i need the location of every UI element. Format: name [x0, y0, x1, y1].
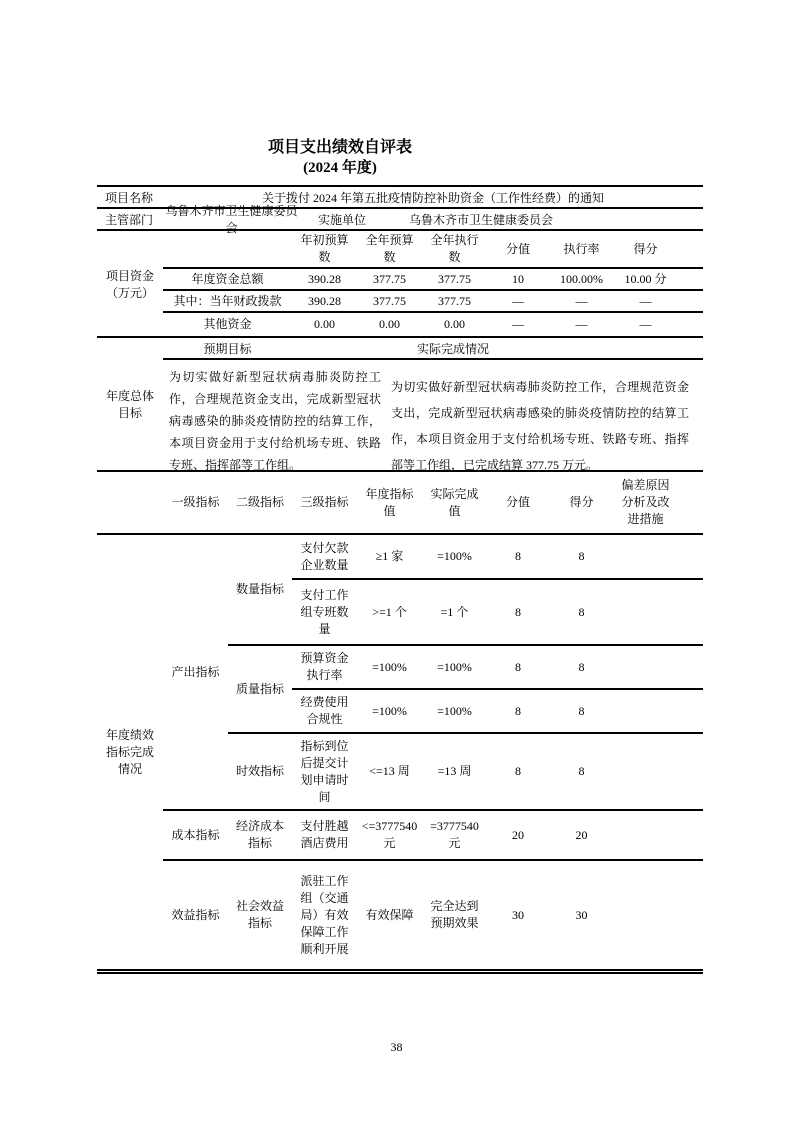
page-number: 38: [390, 1040, 403, 1054]
funding-cell: —: [575, 317, 588, 331]
funding-label-text: 项目资金（万元）: [105, 268, 154, 300]
project-name-label: 项目名称: [105, 190, 154, 205]
department-row-filler: [578, 209, 703, 229]
score: 8: [549, 535, 614, 580]
self-evaluation-table: [97, 185, 703, 974]
level3-indicator: 经费使用合规性: [292, 690, 357, 734]
funding-section: [97, 231, 703, 338]
level3-indicator: 支付胜越酒店费用: [292, 811, 357, 861]
level3-indicator: 指标到位后提交计划申请时间: [292, 734, 357, 811]
score: 30: [575, 907, 588, 922]
funding-label: [97, 231, 163, 336]
annual-target-value: <=13 周: [357, 734, 422, 811]
funding-row-fiscal: [163, 291, 703, 313]
deviation-cell: [614, 535, 703, 580]
score: 20: [549, 811, 614, 861]
annual-target-value: =100%: [357, 690, 422, 734]
level2-social-indicator: 社会效益指标: [235, 899, 284, 930]
funding-row-other: [163, 313, 703, 336]
funding-cell: 100.00%: [560, 271, 603, 286]
funding-cell: —: [575, 293, 588, 308]
funding-cell: 377.75: [373, 271, 406, 286]
actual-completion-text: 为切实做好新型冠状病毒肺炎防控工作，合理规范资金支出，完成新型冠状病毒感染的肺炎疫情防控的结算工作，本项目资金用于支付给机场专班、铁路专班、指挥部等工作组，已完成结算 377.75 万元。: [391, 380, 689, 472]
deviation-cell: [614, 646, 703, 690]
funding-cell: —: [639, 317, 652, 331]
level2-quality-indicator: 质量指标: [228, 646, 292, 734]
funding-cell: 377.75: [438, 271, 471, 286]
annual-target-header: 年度指标值: [365, 486, 414, 518]
indicator-section-label: 年度绩效指标完成情况: [105, 727, 154, 776]
funding-cell: 10.00 分: [624, 271, 667, 286]
funding-row-total: [163, 269, 703, 291]
funding-header-score: 得分: [633, 241, 658, 256]
annual-target-value: >=1 个: [357, 580, 422, 646]
level3-indicator: 预算资金执行率: [292, 646, 357, 690]
funding-header-row: [163, 231, 703, 269]
department-label: 主管部门: [105, 212, 154, 227]
indicator-body: [97, 535, 703, 969]
funding-header-execution-rate: 执行率: [563, 241, 600, 256]
expected-goal-text: 为切实做好新型冠状病毒肺炎防控工作，合理规范资金支出，完成新型冠状病毒感染的肺炎疫情防控的结算工作，本项目资金用于支付给机场专班、铁路专班、指挥部等工作组。: [169, 370, 381, 472]
deviation-cell: [614, 734, 703, 811]
score-value: 20: [487, 811, 549, 861]
funding-cell: —: [639, 293, 652, 308]
funding-cell: 377.75: [373, 293, 406, 308]
funding-cell: —: [512, 293, 524, 308]
actual-value: =100%: [422, 646, 487, 690]
actual-value: =100%: [422, 690, 487, 734]
actual-value-header: 实际完成值: [430, 486, 479, 518]
level2-indicator-header: 二级指标: [235, 495, 284, 509]
funding-cell: 377.75: [438, 293, 471, 308]
annual-target-value: =100%: [357, 646, 422, 690]
level3-indicator: 支付工作组专班数量: [292, 580, 357, 646]
level1-indicator-header: 一级指标: [171, 495, 220, 509]
implementing-unit-value: 乌鲁木齐市卫生健康委员会: [408, 212, 553, 227]
score: 8: [549, 690, 614, 734]
actual-value: =13 周: [422, 734, 487, 811]
funding-row-name: 其中：当年财政拨款: [173, 293, 282, 308]
level3-indicator-header: 三级指标: [300, 495, 349, 509]
score-value: 8: [487, 734, 549, 811]
level1-benefit-indicator: 效益指标: [171, 907, 220, 922]
funding-header-spacer: [163, 231, 292, 267]
document-title-block: [0, 137, 680, 179]
expected-goal-header: 预期目标: [203, 341, 252, 356]
level2-economic-indicator: 经济成本指标: [228, 811, 292, 861]
score-value: 8: [487, 535, 549, 580]
actual-value: =100%: [422, 535, 487, 580]
funding-cell: 0.00: [379, 317, 400, 331]
annual-target-value: 有效保障: [365, 907, 414, 922]
actual-value: =1 个: [422, 580, 487, 646]
annual-goal-content: [163, 338, 703, 470]
deviation-cell: [614, 811, 703, 861]
funding-cell: 10: [512, 271, 524, 286]
score-value: 8: [487, 580, 549, 646]
annual-goal-header-row: [163, 338, 703, 360]
level1-cost-indicator: 成本指标: [163, 811, 228, 861]
funding-header-annual-execution: 全年执行数: [430, 233, 479, 264]
funding-cell: 0.00: [444, 317, 465, 331]
deviation-header: 偏差原因分析及改进措施: [621, 478, 670, 526]
level1-output-indicator: 产出指标: [163, 535, 228, 811]
annual-goal-body: [163, 360, 703, 470]
score-value: 8: [487, 646, 549, 690]
actual-value: 完全达到预期效果: [430, 899, 479, 930]
indicator-header-row: [97, 472, 703, 535]
funding-cell: 390.28: [308, 271, 341, 286]
level3-indicator: 派驻工作组（交通局）有效保障工作顺利开展: [300, 873, 349, 956]
score: 8: [549, 580, 614, 646]
score-header: 得分: [569, 495, 594, 509]
funding-row-name: 年度资金总额: [191, 271, 264, 286]
funding-cell: —: [512, 317, 524, 331]
funding-row-name: 其他资金: [203, 317, 252, 331]
score-value: 8: [487, 690, 549, 734]
score-value: 30: [512, 907, 524, 922]
annual-target-value: <=3777540 元: [357, 811, 422, 861]
level3-indicator: 支付欠款企业数量: [292, 535, 357, 580]
deviation-cell: [614, 580, 703, 646]
deviation-cell: [614, 690, 703, 734]
level2-timeliness-indicator: 时效指标: [228, 734, 292, 811]
level2-quantity-indicator: 数量指标: [228, 535, 292, 646]
annual-goal-section: [97, 338, 703, 472]
annual-goal-label-text: 年度总体目标: [105, 389, 154, 420]
document-title: 项目支出绩效自评表: [267, 139, 412, 156]
department-row: [97, 204, 703, 235]
department-value: 乌鲁木齐市卫生健康委员会: [165, 204, 298, 235]
annual-goal-label: [97, 338, 163, 470]
funding-header-initial-budget: 年初预算数: [300, 233, 349, 264]
actual-value: =3777540 元: [422, 811, 487, 861]
implementing-unit-label: 实施单位: [317, 212, 366, 227]
annual-target-value: ≥1 家: [357, 535, 422, 580]
funding-header-score-value: 分值: [505, 241, 530, 256]
score: 8: [549, 646, 614, 690]
funding-cell: 390.28: [308, 293, 341, 308]
project-name-value: 关于拨付 2024 年第五批疫情防控补助资金（工作性经费）的通知: [261, 190, 604, 205]
deviation-cell: [614, 861, 703, 969]
document-title-year: (2024 年度): [303, 160, 377, 176]
funding-cell: 0.00: [314, 317, 335, 331]
actual-completion-header: 实际完成情况: [416, 341, 489, 356]
funding-content: [163, 231, 703, 336]
indicator-header-spacer: [97, 472, 163, 533]
score-value-header: 分值: [505, 495, 530, 509]
funding-header-annual-budget: 全年预算数: [365, 233, 414, 264]
annual-goal-header-filler: [614, 338, 703, 358]
score: 8: [549, 734, 614, 811]
